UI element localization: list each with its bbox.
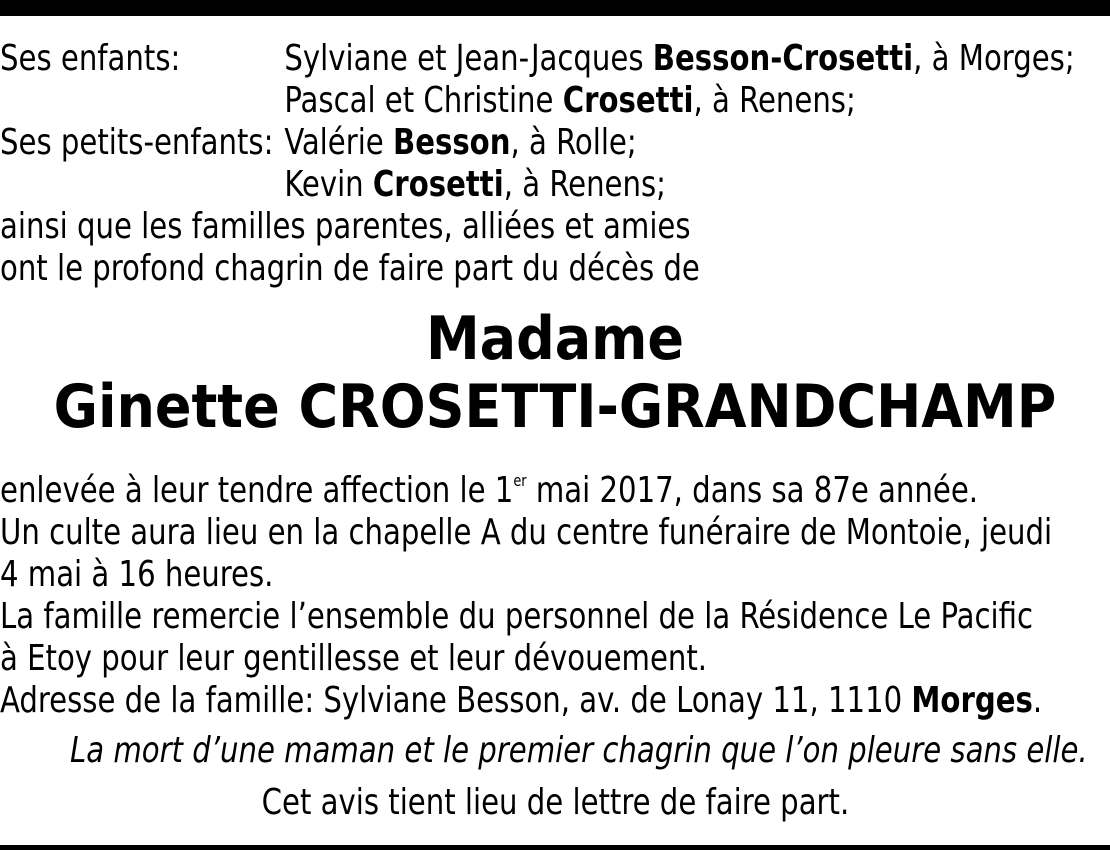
service-line-2: 4 mai à 16 heures. bbox=[0, 554, 274, 595]
address-end: . bbox=[1032, 680, 1043, 721]
child-surname: Crosetti bbox=[562, 80, 694, 121]
deceased-heading bbox=[0, 305, 1110, 441]
grandchildren-row-1 bbox=[0, 122, 1110, 164]
child-location: , à Morges; bbox=[913, 38, 1075, 79]
child-location: , à Renens; bbox=[693, 80, 856, 121]
grandchildren-label: Ses petits-enfants: bbox=[0, 122, 274, 163]
notice-family-section bbox=[0, 38, 1110, 290]
child-surname: Besson-Crosetti bbox=[652, 38, 914, 79]
notice-details bbox=[0, 470, 1110, 722]
closing-note: Cet avis tient lieu de lettre de faire part. bbox=[261, 782, 849, 823]
intro-line-2: ont le profond chagrin de faire part du décès de bbox=[0, 248, 700, 289]
death-line bbox=[0, 470, 1110, 512]
child-entry bbox=[0, 80, 1110, 122]
thanks-line-2: à Etoy pour leur gentillesse et leur dévouement. bbox=[0, 638, 708, 679]
deceased-name: Ginette CROSETTI-GRANDCHAMP bbox=[53, 372, 1057, 442]
memorial-quote: La mort d’une maman et le premier chagrin que l’on pleure sans elle. bbox=[70, 730, 1088, 771]
bottom-rule bbox=[0, 845, 1110, 850]
child-entry bbox=[284, 38, 1074, 80]
grandchild-location: , à Renens; bbox=[503, 164, 666, 205]
address-line bbox=[0, 680, 1110, 722]
deceased-title: Madame bbox=[425, 304, 685, 374]
death-text: enlevée à leur tendre affection le 1 bbox=[0, 470, 514, 511]
address-city: Morges bbox=[911, 680, 1033, 721]
intro-line-1: ainsi que les familles parentes, alliées et amies bbox=[0, 206, 691, 247]
thanks-line-1: La famille remercie l’ensemble du personnel de la Résidence Le Pacific bbox=[0, 596, 1033, 637]
grandchild-entry bbox=[0, 164, 1110, 206]
service-line-1: Un culte aura lieu en la chapelle A du centre funéraire de Montoie, jeudi bbox=[0, 512, 1053, 553]
grandchild-surname: Besson bbox=[392, 122, 511, 163]
closing-note-wrap bbox=[0, 782, 1110, 824]
children-label: Ses enfants: bbox=[0, 38, 181, 79]
date-ordinal: er bbox=[513, 471, 527, 490]
grandchild-entry bbox=[284, 122, 636, 164]
grandchild-location: , à Rolle; bbox=[510, 122, 637, 163]
address-text: Adresse de la famille: Sylviane Besson, av. de Lonay 11, 1110 bbox=[0, 680, 912, 721]
grandchild-surname: Crosetti bbox=[372, 164, 504, 205]
children-row-1 bbox=[0, 38, 1110, 80]
grandchild-name: Kevin bbox=[284, 164, 373, 205]
grandchild-name: Valérie bbox=[284, 122, 393, 163]
death-date: mai 2017, dans sa 87e année. bbox=[526, 470, 979, 511]
child-names: Pascal et Christine bbox=[284, 80, 563, 121]
top-rule bbox=[0, 0, 1110, 16]
child-names: Sylviane et Jean-Jacques bbox=[284, 38, 653, 79]
